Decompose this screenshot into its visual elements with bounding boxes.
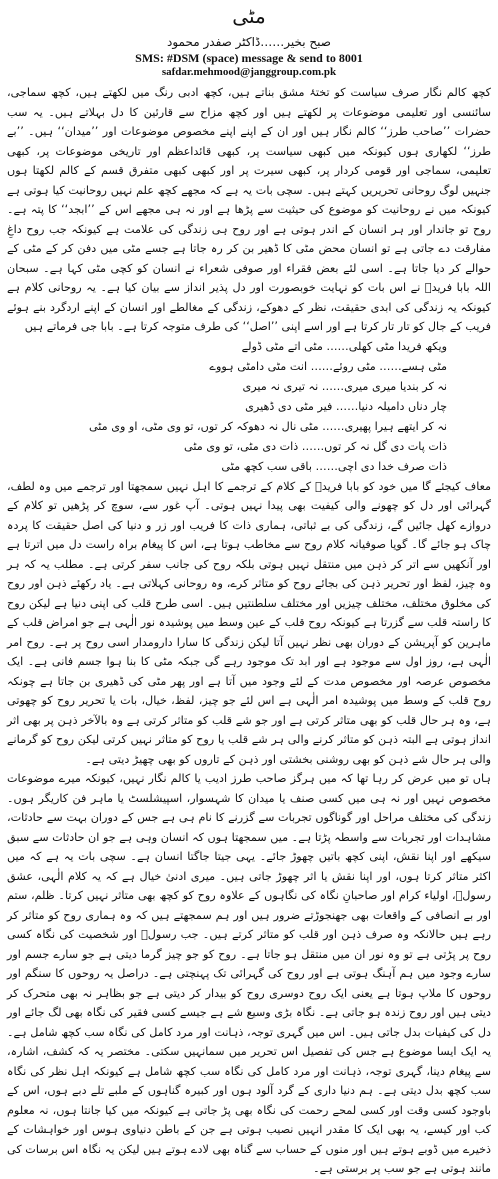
author-byline: صبح بخیر……ڈاکٹر صفدر محمود (167, 35, 331, 49)
paragraph-intro: کچھ کالم نگار صرف سیاست کو تختۂ مشق بناتے ہیں، کچھ ادبی رنگ میں لکھتے ہیں، کچھ سماجی، سائنسی اور تعلیمی موضوعات پر لکھتے ہیں اور کچھ مزاح سے قارئین کا دل بہلاتے ہیں۔ یہ سب حضرات ’’صاحب طرز‘‘ کالم نگار ہیں اور ان کے اپنے اپنے مخصوص موضوعات اور ’’میدان‘‘ ہیں۔ ’’بے طرز‘‘ لکھاری ہوں کیونکہ میں کبھی سیاست پر، کبھی قائداعظم اور تاریخی موضوعات پر، کبھی تعلیمی، سماجی اور قومی کردار پر، کبھی سیرت پر اور کبھی کبھی متفرق قسم کے کالم لکھتا ہوں جنہیں لوگ روحانی تحریریں کہتے ہیں۔ سچی بات یہ ہے کہ مجھے کچھ علم نہیں روحانیت کیا ہوتی ہے کیونکہ میں نے روحانیت کو موضوع کی حیثیت سے پڑھا ہے اور نہ ہی مجھے اس کے ’’ابجد‘‘ کا پتہ ہے۔ روح تو جاندار اور ہر انسان کے اندر ہوتی ہے اور روح ہی زندگی کی علامت ہے کیونکہ جب روح داغِ مفارقت دے جاتی ہے تو انسان محض مٹی کا ڈھیر بن کر رہ جاتا ہے جسے مٹی میں دفن کر کے مٹی کے حوالے کر دیا جاتا ہے۔ اسی لئے بعض فقراء اور صوفی شعراء نے انسان کو کچی مٹی کہا ہے۔ سبحان اللہ بابا فریدؒ نے اس بات کو نہایت خوبصورت اور دل پذیر انداز سے بیان کیا ہے۔ یہ روحانی کلام ہے کیونکہ یہ زندگی کی ابدی حقیقت، نظر کے دھوکے، زندگی کے مغالطے اور انسان کے اپنے اردگرد بنے ہوئے فریب کے جال کو تار تار کرتا ہے اور اسے اپنی ’’اصل‘‘ کی طرف متوجہ کرتا ہے۔ بابا جی فرماتے ہیں (7, 86, 491, 333)
verse-line: نہ کر ایتھے ہیرا پھیری…… مٹی نال نہ دھوکہ کر توں، تو وی مٹی، او وی مٹی (88, 419, 447, 433)
verse-line: نہ کر بندیا میری میری…… نہ تیری نہ میری (242, 379, 447, 393)
column-title: مٹی (232, 4, 266, 28)
article-body (0, 83, 498, 1179)
author-email: safdar.mehmood@janggroup.com.pk (161, 66, 337, 78)
verse-line: ذات پات دی گل نہ کر توں…… ذات دی مٹی، تو وی مٹی (184, 439, 447, 453)
verse-line: چار دناں دامیلہ دنیا…… فیر مٹی دی ڈھیری (245, 399, 447, 413)
verse-line: ویکھ فریدا مٹی کھلی…… مٹی اتے مٹی ڈولے (241, 339, 447, 353)
sms-line: SMS: #DSM (space) message & send to 8001 (135, 51, 363, 65)
verse-line: مٹی ہسے…… مٹی روئے…… انت مٹی دامٹی ہووے (209, 359, 447, 373)
paragraph-commentary: معاف کیجئے گا میں خود کو بابا فریدؒ کے کلام کے ترجمے کا اہل نہیں سمجھتا اور ترجمے میں وہ لطف، گہرائی اور دل کو چھونے والی کیفیت بھی پیدا نہیں ہوتی۔ آپ غور سے، سوچ کر پڑھیں تو کلام کے دروازے کھل جائیں گے، زندگی کی بے ثباتی، ہماری ذات کا فریب اور زر و دنیا کی اصل حقیقت کا پردہ چاک ہو جائے گا۔ گویا صوفیانہ کلام روح سے مخاطب ہوتا ہے، اس کا پیغام براہ راست دل میں اترتا ہے اور آنکھیں سے اتر کر ذہن میں منتقل نہیں ہوتی بلکہ روح کی جانب سفر کرتی ہے۔ مطلب یہ کہ ہر وہ چیز، لفظ اور تحریر ذہن کی بجائے روح کو متاثر کرے، وہ روحانی کہلاتی ہے۔ یاد رکھئے ذہن اور روح کی مخلوق مختلف، مختلف چیزیں اور مختلف سلطنتیں ہیں۔ اسی طرح قلب کی اپنی دنیا ہے لیکن روح کا راستہ قلب سے گزرتا ہے کیونکہ روح قلب کے عین وسط میں پوشیدہ نور الٰہی ہے جو امراض قلب کے ماہرین کو آپریشن کے دوران بھی نظر نہیں آتا لیکن زندگی کا سارا دارومدار اسی روح پر ہے۔ روح امر الٰہی ہے، روز اول سے موجود ہے اور ابد تک موجود رہے گی جبکہ مٹی کا بنا ہوا جسم فانی ہے۔ ایک مخصوص عرصہ اور مخصوص مدت کے لئے وجود میں آتا ہے اور پھر مٹی کی ڈھیری بن جاتا ہے چونکہ روح قلب کے وسط میں پوشیدہ امر الٰہی ہے اس لئے جو چیز، لفظ، خیال، بات یا تحریر روح کو چھوتی ہے، وہ ہر حال قلب کو بھی متاثر کرتی ہے اور جو شے قلب کو متاثر کرتی ہے وہ بالآخر ذہن پر بھی اثر انداز ہوتی ہے البتہ ذہن کو متاثر کرنے والی ہر شے قلب یا روح کو متاثر نہیں کرتی لیکن روح کو گرمانے والی ہر حال شے ذہن کو بھی روشنی بخشتی اور ذہن کے تاروں کو بھی چھیڑ دیتی ہے۔ (7, 479, 491, 766)
column-page (0, 4, 498, 1175)
poem-verses (7, 337, 491, 477)
verse-line: ذات صرف خدا دی اچی…… باقی سب کچھ مٹی (221, 459, 447, 473)
paragraph-closing: ہاں تو میں عرض کر رہا تھا کہ میں ہرگز صاحب طرز ادیب یا کالم نگار نہیں، کیونکہ میرے موضوعات مخصوص نہیں اور نہ ہی میں کسی صنف یا میدان کا شہسوار، اسپیشلسٹ یا ماہر فن کاریگر ہوں۔ زندگی کی مختلف مراحل اور گوناگوں تجربات سے گزرنے کا نام ہی ہے جس کے دوران بہت سے حادثات، مشاہدات اور تجربات سے واسطہ پڑتا ہے۔ میں سمجھتا ہوں کہ انسان وہی ہے جو ان حادثات سے سبق سیکھے اور اپنا نقش، اپنی کچھ باتیں چھوڑ جائے۔ یہی جیتا جاگتا انسان ہے۔ سچی بات یہ ہے کہ میں اکثر متاثر کرتا ہوں، اور اپنا نقش یا اثر چھوڑ جاتی ہیں۔ میری ادنیٰ خیال ہے کہ یہ کلام الٰہی، عشق رسولؐ، اولیاء کرام اور صاحبانِ نگاہ کی نگاہوں کے علاوہ روح کو کچھ بھی متاثر نہیں کرتا۔ ظلم، ستم اور بے انصافی کے واقعات بھی جھنجوڑتے ضرور ہیں اور ہم سمجھتے ہیں کہ وہ ہماری روح کو متاثر کر رہے ہیں حالانکہ وہ صرف ذہن اور قلب کو متاثر کرتے ہیں۔ جب رسولؐ اور شخصیت کی نگاہ کسی روح پر پڑتی ہے تو وہ نور ان میں منتقل ہو جاتا ہے۔ روح کو جو چیز گرما دیتی ہے جو سارے جسم اور سارے وجود میں ہم آہنگ ہوتی ہے اور روح کی گہرائی تک پہنچتی ہے۔ دراصل یہ روحوں کا سنگم اور روحوں کا ملاپ ہوتا ہے یعنی ایک روح دوسری روح کو بیدار کر دیتی ہے جو بظاہر نہ بھی متحرک کر دیتی ہیں اور روح زندہ ہو جاتی ہے۔ نگاہ بڑی وسیع شے ہے جیسے کسی فقیر کی نگاہ بھی لگ جائے اور دل کی کیفیات بدل جاتی ہیں۔ اس میں گہری توجہ، ذہانت اور مرد کامل کی نگاہ سب کچھ شامل ہے۔ یہ ایک ایسا موضوع ہے جس کی تفصیل اس تحریر میں سمانہیں سکتی۔ مختصر یہ کہ کشف، اشارہ، سے پیغام دینا، گہری توجہ، ذہانت اور مرد کامل کی نگاہ سب کچھ شامل ہے کیونکہ اہل نظر کی نگاہ سب کچھ بدل دیتی ہے۔ ہم دنیا داری کے گرد آلود ہوں اور کبیرہ گناہوں کے ملبے تلے دبے ہوں، اس کے باوجود کسی وقت اور کسی لمحے رحمت کی نگاہ بھی پڑ جاتی ہے کیونکہ میں کیا جانتا ہوں، نہ معلوم کب اور کیسے، یہ بھی ایک کا مقدر انہیں نصیب ہوتی ہے جن کے باطن دنیاوی ہوس اور خواہشات کے ذخیرے میں ڈوبے ہوتے ہیں اور منوں کے حساب سے گناہ بھی لادے ہوتے ہیں لیکن یہ نگاہ اس برسات کی مانند ہوتی ہے جو سب پر برستی ہے۔ (7, 772, 491, 1175)
